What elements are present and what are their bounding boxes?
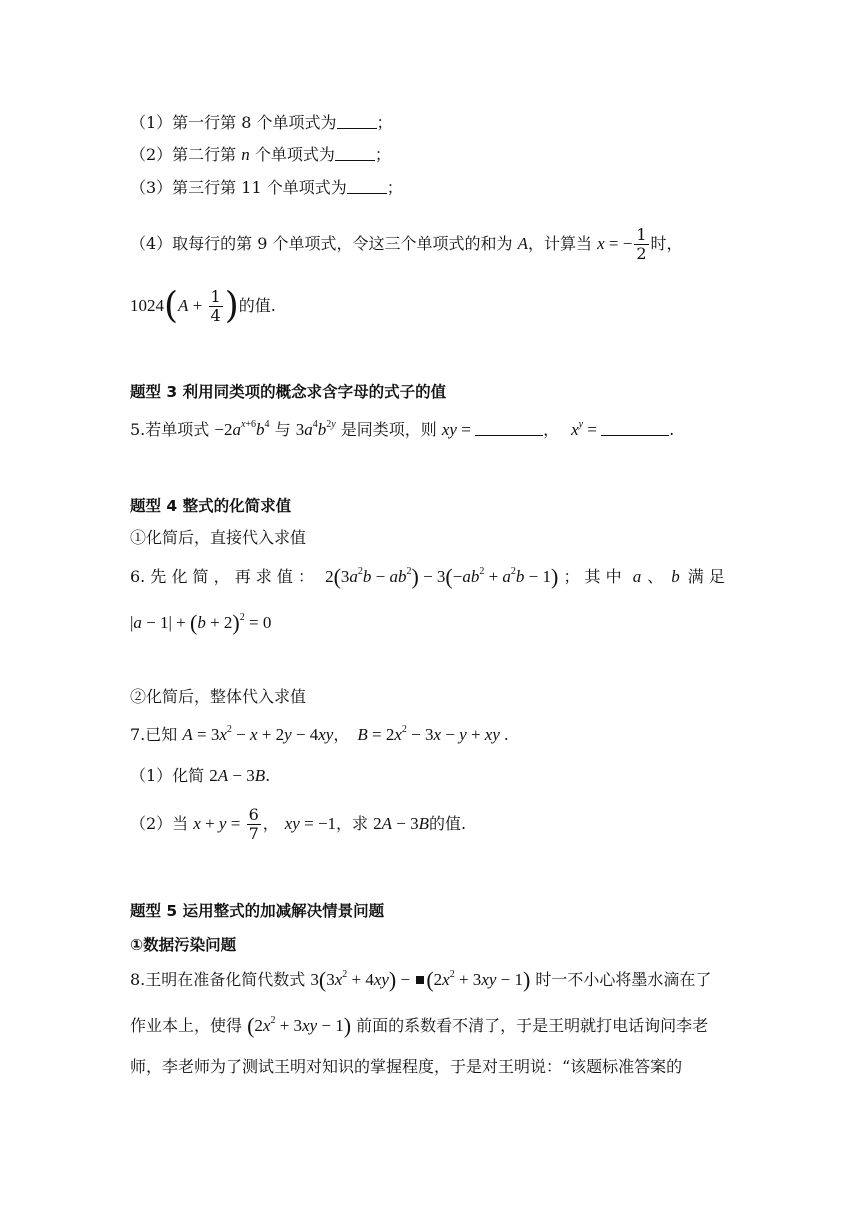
expr-xy: xy = (441, 420, 476, 439)
fraction-one-half (634, 226, 648, 263)
q7-part2-text-c: ，求 (336, 814, 374, 833)
q8-line3: 师，李老师为了测试王明对知识的掌握程度，于是对王明说：“该题标准答案的 (130, 1057, 683, 1076)
q7-part2-x-plus-y: x + y = (193, 814, 245, 833)
q4-part1-text: （1）第一行第 8 个单项式为 (130, 113, 337, 132)
var-b: b (671, 567, 680, 586)
q4-part4-eq: = − (604, 234, 633, 253)
q7-given: 7.已知 $A = 3x^2 - x + 2y - 4xy$， $B = 2x^2 - 3x - y$ + xy . (130, 724, 509, 744)
q8-sub-expression: $(2x^2 + 3xy - 1)$ (247, 1013, 352, 1038)
q7-part1-end: . (265, 766, 271, 785)
q8-line2 (130, 1015, 708, 1037)
answer-blank (335, 146, 375, 161)
answer-blank (601, 421, 669, 436)
var-A: A (178, 296, 189, 315)
q7-part2 (130, 804, 466, 844)
q4-part2-text-b: 个单项式为 (249, 145, 335, 164)
q6-line1 (130, 566, 725, 588)
q7-part1-text: （1）化简 (130, 766, 210, 785)
q4-part4-text-c: 时， (650, 234, 683, 253)
q7-part2-xy: xy = −1 (284, 814, 337, 833)
q4-part3-text: （3）第三行第 11 个单项式为 (130, 178, 347, 197)
q4-part2-text: （2）第二行第 (130, 145, 242, 164)
monomial-1: $-2a^{x+6}b^4$ (214, 419, 270, 439)
q7-expr-A: $A = 3x^2 - x + 2y - 4xy$ (182, 724, 334, 744)
q6-tail: ； 其 中 (563, 567, 622, 586)
frac-num: 1 (636, 225, 647, 244)
frac-den: 2 (636, 244, 647, 263)
plus-sign: + (188, 296, 207, 315)
q4-part2 (130, 144, 391, 166)
q7-part2-end: 的值. (429, 814, 467, 833)
q4-part4-expression (130, 284, 276, 328)
var-A: A (517, 234, 529, 253)
frac-den: 7 (248, 824, 259, 843)
q7-part2-expr: 2A − 3B (373, 814, 430, 833)
q6-satisfy: 满 足 (687, 567, 725, 586)
fraction-one-quarter (209, 288, 223, 325)
q5-end: . (669, 420, 675, 439)
q8-line1 (130, 969, 711, 991)
q7-part2-comma: ， (262, 814, 279, 833)
q5-text-c: 是同类项，则 (335, 420, 442, 439)
q4-part3-end: ； (386, 178, 403, 197)
q4-part4-text-b: ，计算当 (528, 234, 598, 253)
answer-blank (475, 421, 543, 436)
q6-label: 6. 先 化 简 ， 再 求 值 ： (130, 567, 314, 586)
q4-part4 (130, 224, 683, 264)
answer-blank (337, 114, 377, 129)
q8-line2-tail: 前面的系数看不清了，于是王明就打电话询问李老 (351, 1016, 709, 1035)
q4-part4-text: （4）取每行的第 9 个单项式，令这三个单项式的和为 (130, 234, 518, 253)
answer-blank (347, 179, 387, 194)
q5 (130, 419, 674, 441)
q8-line1-tail: 时一不小心将墨水滴在了 (530, 970, 712, 989)
type3-heading: 题型 3 利用同类项的概念求含字母的式子的值 (130, 383, 447, 401)
left-paren: ( (164, 285, 179, 327)
fraction-six-sevenths (247, 806, 261, 843)
q7-expr-B: $B = 2x^2 - 3x - y$ + xy . (357, 724, 509, 744)
type4-heading: 题型 4 整式的化简求值 (130, 497, 292, 515)
q8-line1-text: 8.王明在准备化简代数式 (130, 970, 311, 989)
q7-label: 7.已知 (130, 725, 183, 744)
monomial-2: $3a^4b^{2y}$ (295, 419, 336, 439)
q8-line2-text: 作业本上，使得 (130, 1016, 248, 1035)
q5-text-d: ， (543, 420, 560, 439)
q7-part1 (130, 765, 270, 787)
q6-condition-zero: 0 (262, 613, 272, 632)
var-x: x (597, 234, 605, 253)
var-n: n (241, 145, 250, 164)
frac-num: 6 (248, 805, 259, 824)
q7-part1-expr: 2A − 3B (209, 766, 266, 785)
q4-part3 (130, 177, 403, 199)
q6-sep: 、 (647, 567, 664, 586)
type4-sub1: ①化简后，直接代入求值 (130, 528, 307, 547)
q6-condition (130, 612, 271, 634)
ink-blot-square (416, 976, 424, 984)
q4-part1 (130, 112, 393, 134)
q8-expression: $3(3x^2 + 4xy) - (2x^2 + 3xy - 1)$ (310, 967, 531, 992)
coef-1024: 1024 (130, 296, 164, 315)
q5-text-b: 与 (269, 420, 296, 439)
expr-x-pow-y: $x^y$ = (571, 419, 602, 439)
type5-sub1: ①数据污染问题 (130, 936, 237, 954)
type4-sub2: ②化简后，整体代入求值 (130, 687, 307, 706)
q5-text-a: 5.若单项式 (130, 420, 215, 439)
var-a: a (632, 567, 642, 586)
q4-part4-end: 的值. (238, 296, 276, 315)
q6-condition-expr: $|a - 1| + (b + 2)^2$ = (130, 610, 263, 635)
q4-part2-end: ； (374, 145, 391, 164)
q4-part1-end: ； (376, 113, 393, 132)
q7-part2-text: （2）当 (130, 814, 194, 833)
right-paren: ) (224, 285, 239, 327)
type5-heading: 题型 5 运用整式的加减解决情景问题 (130, 902, 385, 920)
frac-num: 1 (210, 287, 221, 306)
q6-expression: $2(3a^2b - ab^2) - 3(-ab^2 + a^2b - 1)$ (325, 564, 559, 589)
frac-den: 4 (210, 306, 221, 325)
